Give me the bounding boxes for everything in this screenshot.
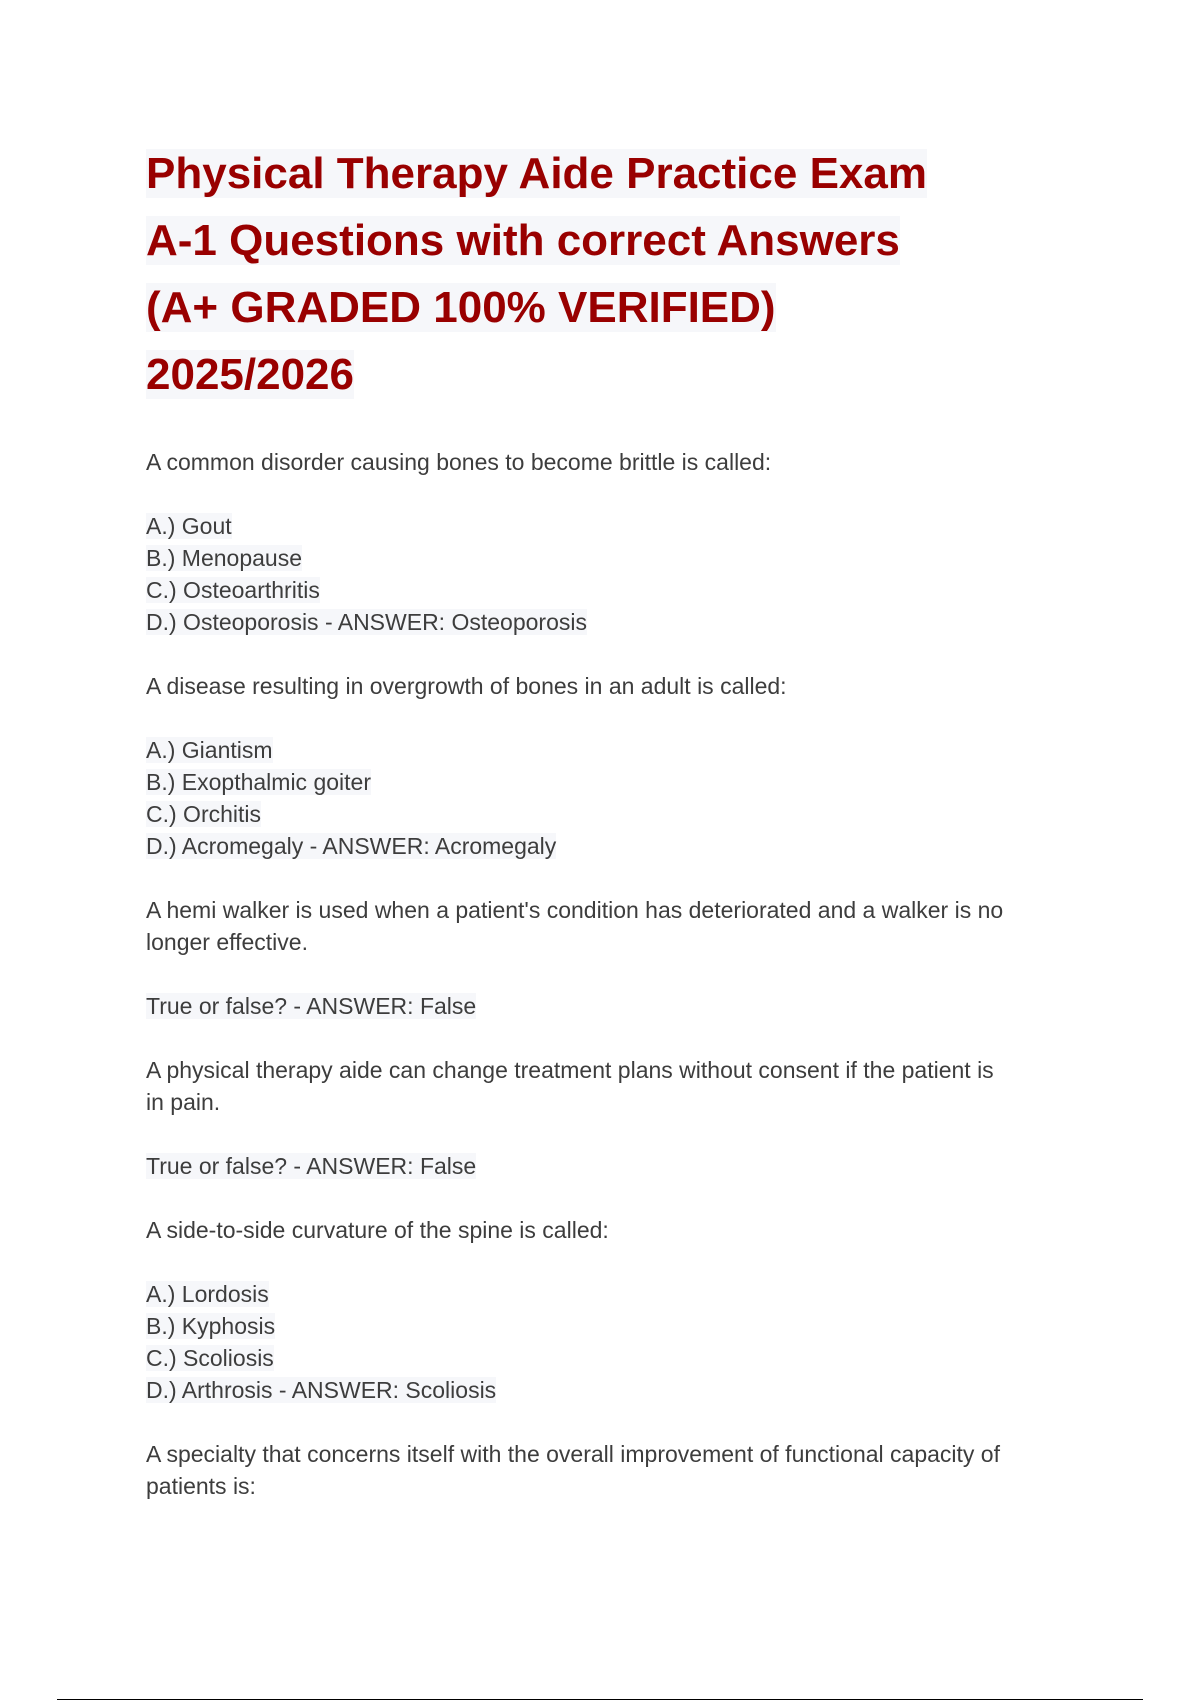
title-line: 2025/2026 [146, 350, 354, 399]
document-content [146, 140, 1066, 1502]
answer-option: B.) Kyphosis [146, 1313, 276, 1339]
question-prompt-line: in pain. [146, 1089, 221, 1115]
answer-option: C.) Scoliosis [146, 1345, 274, 1371]
answer-option: D.) Acromegaly - ANSWER: Acromegaly [146, 833, 557, 859]
question-block [146, 1214, 1066, 1438]
question-prompt: A disease resulting in overgrowth of bones in an adult is called: [146, 673, 787, 699]
title-line: A-1 Questions with correct Answers [146, 216, 900, 265]
answer-line: True or false? - ANSWER: False [146, 1153, 477, 1179]
answer-option: A.) Gout [146, 513, 232, 539]
question-block [146, 670, 1066, 894]
question-prompt: A common disorder causing bones to become brittle is called: [146, 449, 772, 475]
question-block [146, 446, 1066, 670]
question-prompt-line: A physical therapy aide can change treatment plans without consent if the patient is [146, 1057, 994, 1083]
question-prompt-line: A hemi walker is used when a patient's condition has deteriorated and a walker is no [146, 897, 1004, 923]
answer-option: D.) Osteoporosis - ANSWER: Osteoporosis [146, 609, 587, 635]
answer-option: C.) Orchitis [146, 801, 261, 827]
question-block [146, 1054, 1066, 1214]
title-line: Physical Therapy Aide Practice Exam [146, 149, 927, 198]
answer-line: True or false? - ANSWER: False [146, 993, 477, 1019]
answer-option: A.) Lordosis [146, 1281, 269, 1307]
question-prompt-line: A specialty that concerns itself with the overall improvement of functional capacity of [146, 1441, 1000, 1467]
answer-option: B.) Exopthalmic goiter [146, 769, 371, 795]
document-title [146, 140, 1066, 408]
answer-option: A.) Giantism [146, 737, 273, 763]
answer-option: D.) Arthrosis - ANSWER: Scoliosis [146, 1377, 497, 1403]
question-block [146, 1438, 1066, 1502]
question-block [146, 894, 1066, 1054]
answer-option: C.) Osteoarthritis [146, 577, 320, 603]
question-prompt-line: patients is: [146, 1473, 256, 1499]
question-prompt: A side-to-side curvature of the spine is called: [146, 1217, 609, 1243]
question-prompt-line: longer effective. [146, 929, 308, 955]
title-line: (A+ GRADED 100% VERIFIED) [146, 283, 776, 332]
answer-option: B.) Menopause [146, 545, 302, 571]
